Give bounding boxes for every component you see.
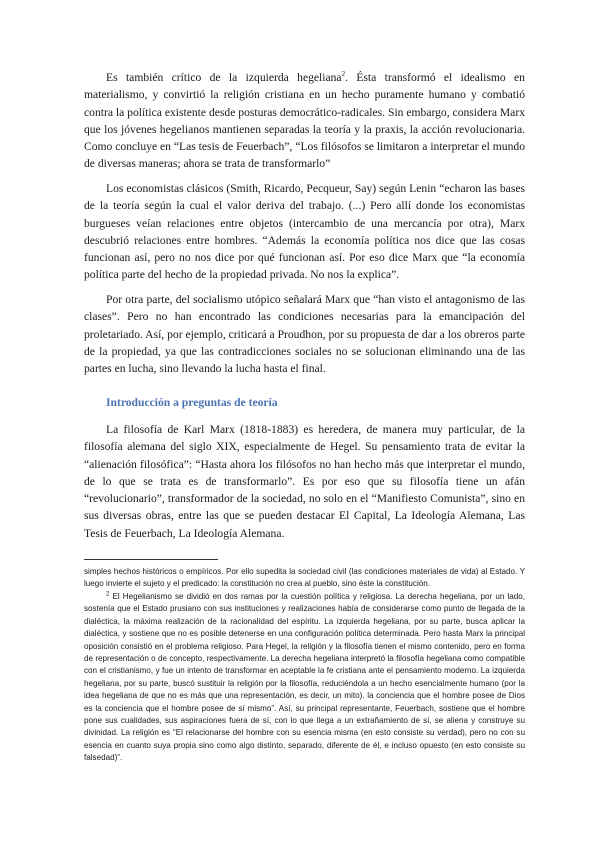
footnote-reference-2[interactable]: 2 — [341, 70, 346, 79]
footnote-2: $^2$ El Hegelianismo se dividió en dos ramas por la cuestión política y religiosa. La derecha hegeliana, por un lado, sostenía que el Estado prusiano con sus instituciones y realizaciones había de considerarse como punto de llegada de la dialéctica, la máxima realización de la racionalidad del espíritu. La izquierda hegeliana, por su parte, busca aplicar la dialéctica, y sostiene que no es posible detenerse en una configuración política determinada. Pero hasta Marx la principal oposición consistió en el problema religioso. Para Hegel, la religión y la filosofía tienen el mismo contenido, pero en forma de representación o de concepto, respectivamente. La derecha hegeliana interpretó la filosofía hegeliana como compatible con el cristianismo, y fue un intento de transformar en aceptable la fe cristiana ante el pensamiento moderno. La izquierda hegeliana, por su parte, buscó sustituir la religión por la filosofía, reduciéndola a un hecho esencialmente humano (por la idea hegeliana de que no es más que una representación, es decir, un mito). la conciencia que el hombre posee de Dios es la conciencia que el hombre posee de sí mismo”. Así, su principal representante, Feuerbach, sostiene que el hombre pone sus cualidades, sus aspiraciones fuera de sí, con lo que llega a un extrañamiento de sí, se aliena y construye su divinidad. La religión es “El relacionarse del hombre con su esencia misma (en esto consiste su verdad), pero no con su esencia en cuanto suya propia sino como algo distinto, separado, diferente de él, e incluso opuesto (en esto consiste su falsedad)”. — [84, 591, 526, 763]
footnote-separator — [84, 559, 218, 560]
paragraph-classical-economists: Los economistas clásicos (Smith, Ricardo, Pecqueur, Say) según Lenin “echaron las bases de la teoría según la cual el valor deriva del trabajo. (...) Pero allí donde los economistas burgueses veían relaciones entre objetos (intercambio de una mercancía por otra), Marx descubrió relaciones entre hombres. “Además la economía política nos dice que las cosas funcionan así, pero no nos dice por qué funcionan así. Por eso dice Marx que “la economía política parte del hecho de la propiedad privada. No nos la explica”. — [84, 182, 525, 282]
paragraph-marx-philosophy: La filosofía de Karl Marx (1818-1883) es heredera, de manera muy particular, de la filosofía alemana del siglo XIX, especialmente de Hegel. Su pensamiento trata de evitar la “alienación filosófica”: “Hasta ahora los filósofos no han hecho más que interpretar el mundo, de lo que se trata es de transformarlo”. Es por eso que su filosofía tiene un afán “revolucionario”, transformador de la sociedad, no solo en el “Manifiesto Comunista”, sino en sus diversas obras, entre las que se pueden destacar El Capital, La Ideología Alemana, Las Tesis de Feuerbach, La Ideología Alemana. — [84, 423, 525, 540]
paragraph-utopian-socialism: Por otra parte, del socialismo utópico señalará Marx que “han visto el antagonismo de las clases”. Pero no han encontrado las condiciones necesarias para la emancipación del proletariado. Así, por ejemplo, criticará a Proudhon, por su propuesta de dar a los obreros parte de la propiedad, ya que las contradicciones sociales no se solucionan eliminando una de las partes en lucha, sino llevando la lucha hasta el final. — [84, 293, 525, 376]
section-heading: Introducción a preguntas de teoría — [106, 396, 278, 409]
footnote-continuation: simples hechos históricos o empíricos. Por ello supedita la sociedad civil (las condiciones materiales de vida) al Estado. Y luego invierte el sujeto y el predicado: la constitución no crea al pueblo, sino éste la constitución. — [84, 567, 525, 589]
paragraph-hegelian-left: Es también crítico de la izquierda hegeliana$^2$. Ésta transformó el idealismo en materialismo, y convirtió la religión cristiana en un hecho puramente humano y combatió contra la política existente desde posturas democrático-radicales. Sin embargo, considera Marx que los jóvenes hegelianos mantienen separadas la teoría y la praxis, la acción revolucionaria. Como concluye en “Las tesis de Feuerbach”, “Los filósofos se limitaron a interpretar el mundo de diversas maneras; ahora se trata de transformarlo” — [84, 70, 525, 171]
footnote-number: 2 — [106, 591, 110, 598]
